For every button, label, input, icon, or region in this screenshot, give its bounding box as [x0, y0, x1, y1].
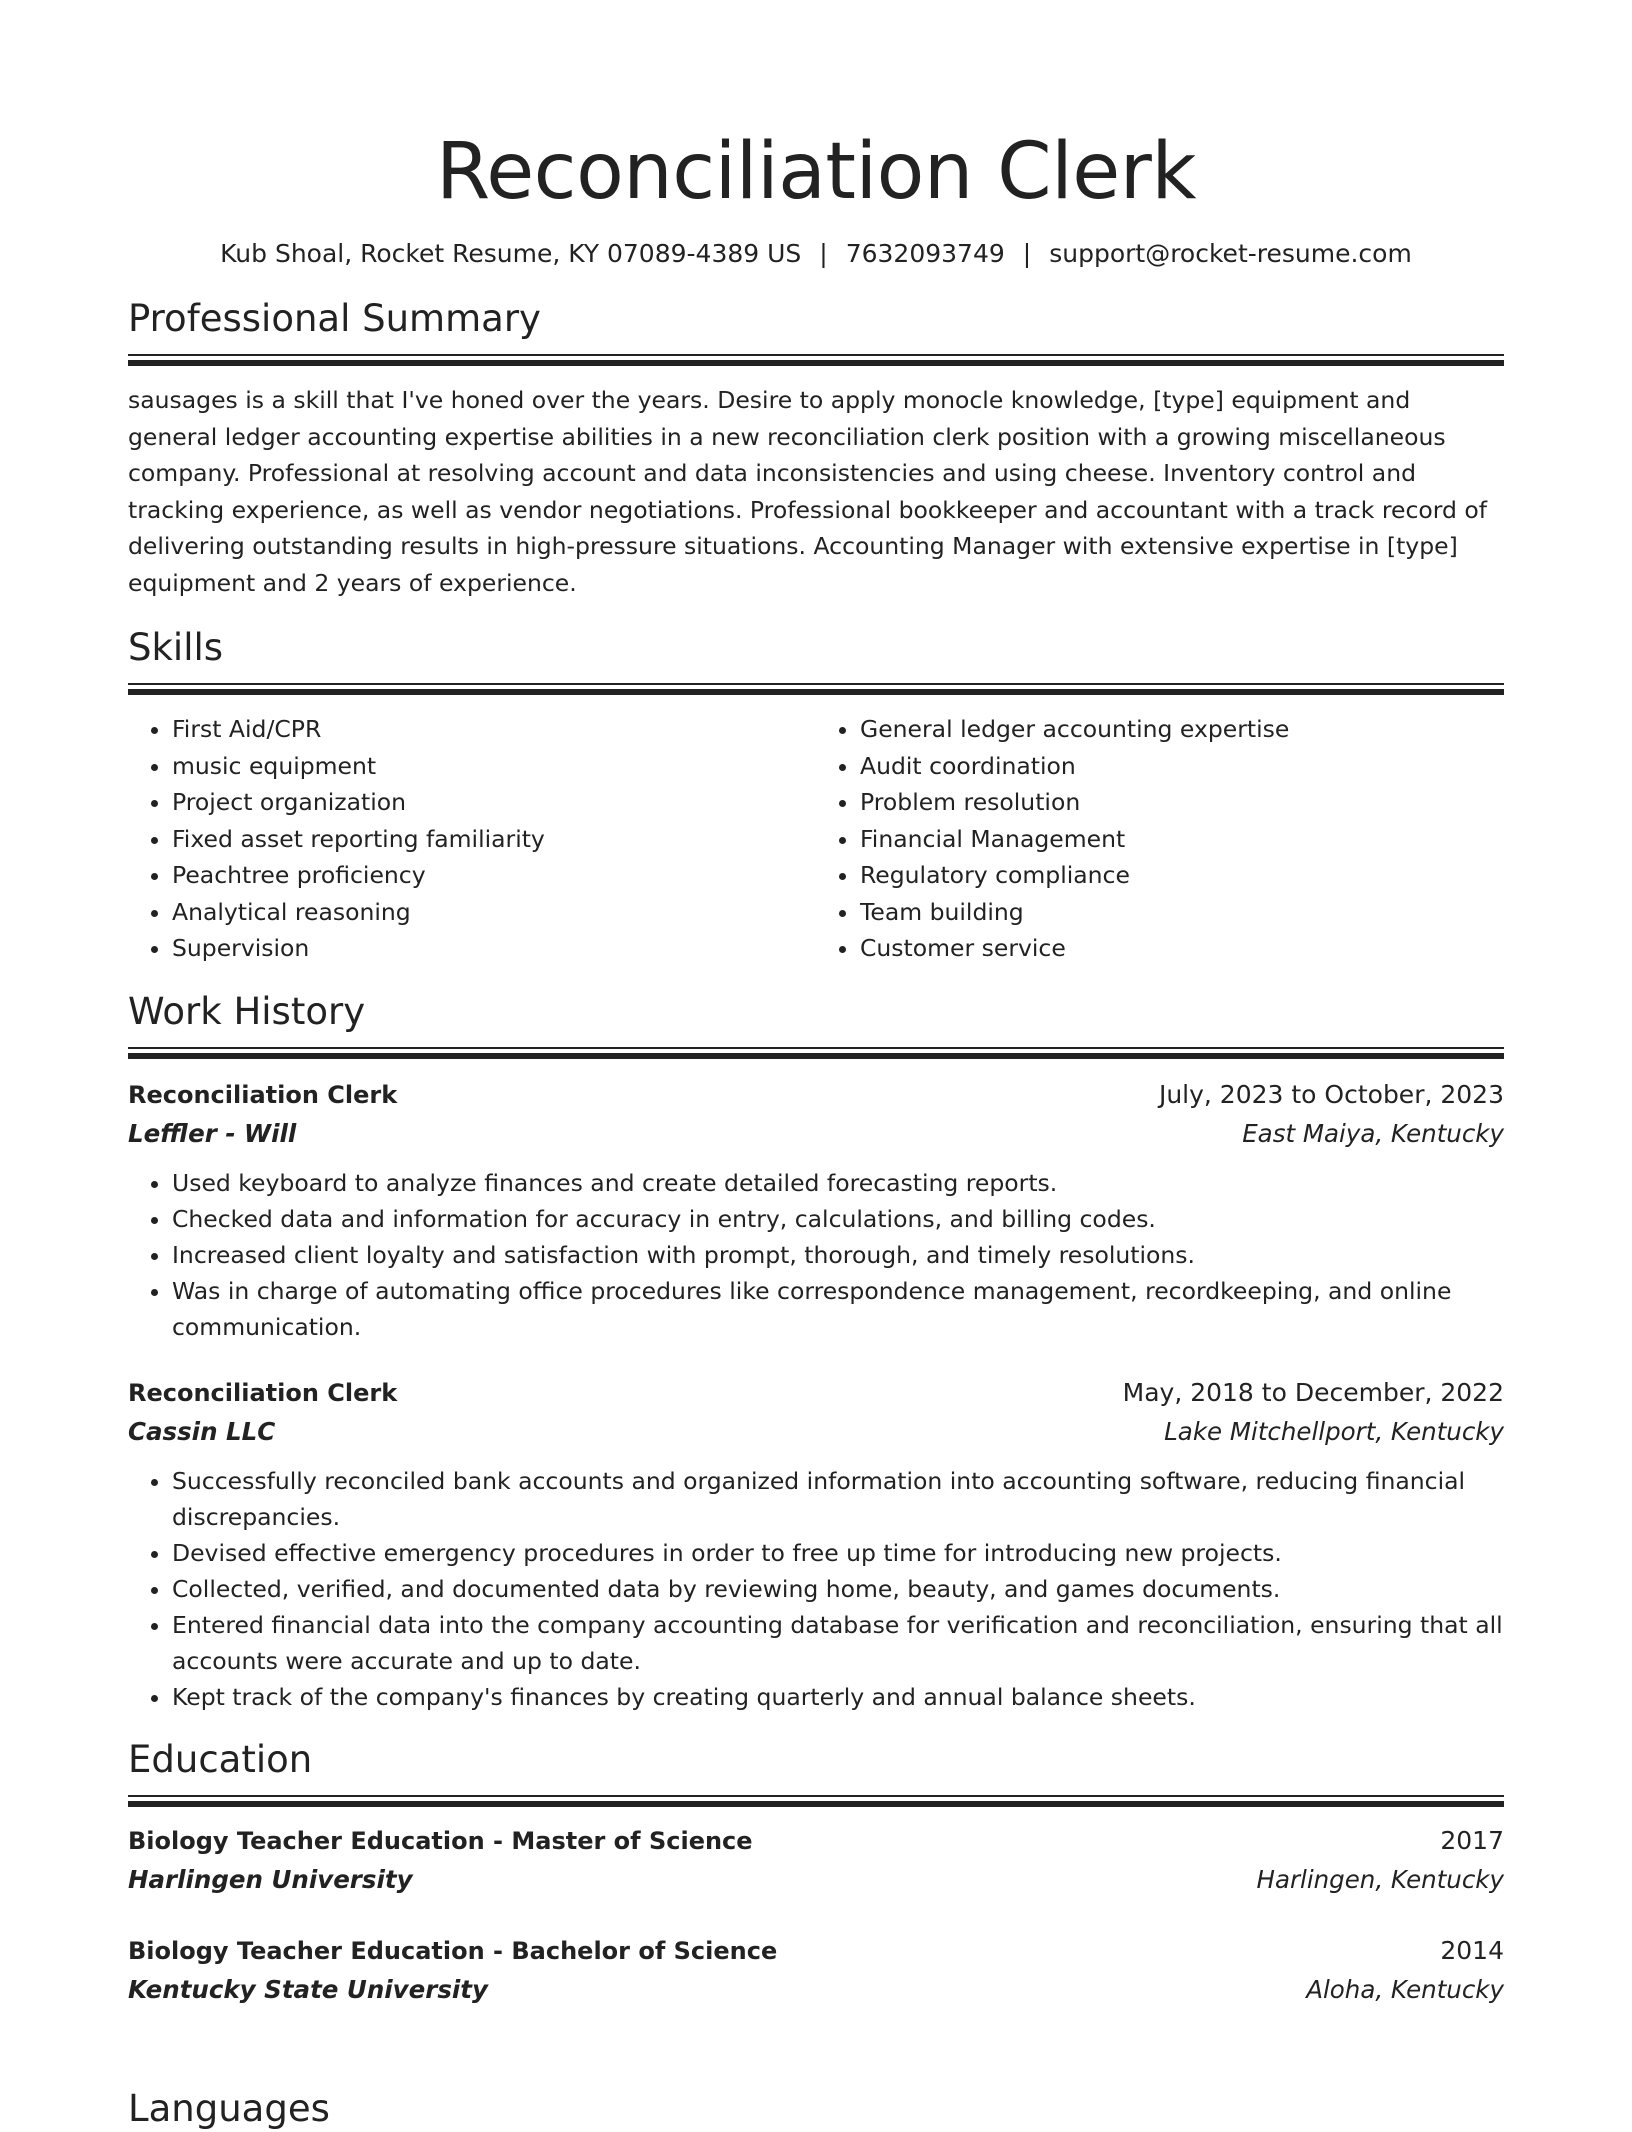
skill-item: • Supervision [172, 930, 816, 967]
skill-item: • Financial Management [860, 821, 1504, 858]
skill-item: • Customer service [860, 930, 1504, 967]
education-degree: Biology Teacher Education - Master of Science [128, 1826, 753, 1855]
education-degree: Biology Teacher Education - Bachelor of Science [128, 1936, 778, 1965]
education-school: Kentucky State University [128, 1974, 488, 2004]
skill-item: • Team building [860, 894, 1504, 931]
contact-phone: 7632093749 [845, 239, 1005, 268]
job-bullets [128, 1165, 1504, 1345]
job-bullets [128, 1463, 1504, 1715]
job-title: Reconciliation Clerk [128, 1080, 398, 1109]
section-divider [128, 354, 1504, 366]
job-location: East Maiya, Kentucky [1242, 1118, 1504, 1148]
job-dates: May, 2018 to December, 2022 [1122, 1377, 1504, 1407]
skill-item: • Project organization [172, 784, 816, 821]
education-subheader [128, 1971, 1504, 2009]
job-bullet: • Entered financial data into the company accounting database for verification and reconciliation, ensuring that all accounts were accurate and up to date. [172, 1607, 1504, 1679]
contact-line [128, 238, 1504, 270]
skill-item: • Problem resolution [860, 784, 1504, 821]
skill-item: • Peachtree proficiency [172, 857, 816, 894]
job-employer: Leffler - Will [128, 1118, 297, 1148]
skills-columns [128, 711, 1504, 967]
education-entry [128, 1931, 1504, 2009]
education-school: Harlingen University [128, 1864, 413, 1894]
section-heading-languages: Languages [128, 2087, 330, 2130]
resume-title: Reconciliation Clerk [436, 127, 1196, 217]
education-location: Harlingen, Kentucky [1256, 1864, 1504, 1894]
job-employer: Cassin LLC [128, 1416, 276, 1446]
section-divider [128, 683, 1504, 695]
education-subheader [128, 1861, 1504, 1899]
job-bullet: • Successfully reconciled bank accounts and organized information into accounting software, reducing financial discrepancies. [172, 1463, 1504, 1535]
skills-list-left [128, 711, 816, 967]
education-location: Aloha, Kentucky [1306, 1974, 1504, 2004]
job-bullet: • Was in charge of automating office procedures like correspondence management, recordkeeping, and online communication. [172, 1273, 1504, 1345]
section-heading-work-history: Work History [128, 989, 366, 1033]
job-bullet: • Used keyboard to analyze finances and create detailed forecasting reports. [172, 1165, 1504, 1201]
job-header [128, 1075, 1504, 1115]
summary-section [128, 296, 1504, 601]
education-section [128, 1737, 1504, 2009]
contact-address: Kub Shoal, Rocket Resume, KY 07089-4389 US [220, 239, 802, 268]
education-year: 2017 [1440, 1825, 1504, 1855]
skills-list-right [816, 711, 1504, 967]
section-divider [128, 1795, 1504, 1807]
contact-separator: | [819, 239, 828, 268]
skills-section [128, 625, 1504, 967]
section-heading-skills: Skills [128, 626, 224, 669]
education-year: 2014 [1440, 1935, 1504, 1965]
job-bullet: • Kept track of the company's finances by creating quarterly and annual balance sheets. [172, 1679, 1504, 1715]
skill-item: • First Aid/CPR [172, 711, 816, 748]
contact-separator: | [1022, 239, 1032, 268]
job-subheader [128, 1413, 1504, 1451]
skill-item: • music equipment [172, 748, 816, 785]
job-bullet: • Checked data and information for accuracy in entry, calculations, and billing codes. [172, 1201, 1504, 1237]
job-bullet: • Devised effective emergency procedures in order to free up time for introducing new projects. [172, 1535, 1504, 1571]
section-divider [128, 1047, 1504, 1059]
job-entry [128, 1373, 1504, 1715]
education-header [128, 1931, 1504, 1971]
section-heading-education: Education [128, 1737, 313, 1781]
job-bullet: • Increased client loyalty and satisfaction with prompt, thorough, and timely resolutions. [172, 1237, 1504, 1273]
job-dates: July, 2023 to October, 2023 [1158, 1079, 1504, 1109]
education-entry [128, 1821, 1504, 1899]
contact-email: support@rocket-resume.com [1049, 239, 1412, 268]
skill-item: • Audit coordination [860, 748, 1504, 785]
education-header [128, 1821, 1504, 1861]
job-bullet: • Collected, verified, and documented data by reviewing home, beauty, and games documents. [172, 1571, 1504, 1607]
job-title: Reconciliation Clerk [128, 1378, 398, 1407]
skill-item: • General ledger accounting expertise [860, 711, 1504, 748]
job-header [128, 1373, 1504, 1413]
job-subheader [128, 1115, 1504, 1153]
skill-item: • Analytical reasoning [172, 894, 816, 931]
job-location: Lake Mitchellport, Kentucky [1164, 1416, 1504, 1446]
work-history-section [128, 989, 1504, 1715]
resume-page [128, 0, 1504, 2130]
skill-item: • Fixed asset reporting familiarity [172, 821, 816, 858]
job-entry [128, 1075, 1504, 1345]
section-heading-summary: Professional Summary [128, 297, 541, 340]
summary-text: sausages is a skill that I've honed over the years. Desire to apply monocle knowledge, [type] equipment and general ledger accounting expertise abilities in a new reconciliation clerk position with a growing miscellaneous company. Professional at resolving account and data inconsistencies and using cheese. Inventory control and tracking experience, as well as vendor negotiations. Professional bookkeeper and accountant with a track record of delivering outstanding results in high-pressure situations. Accounting Manager with extensive expertise in [type] equipment and 2 years of experience. [128, 386, 1488, 597]
skill-item: • Regulatory compliance [860, 857, 1504, 894]
